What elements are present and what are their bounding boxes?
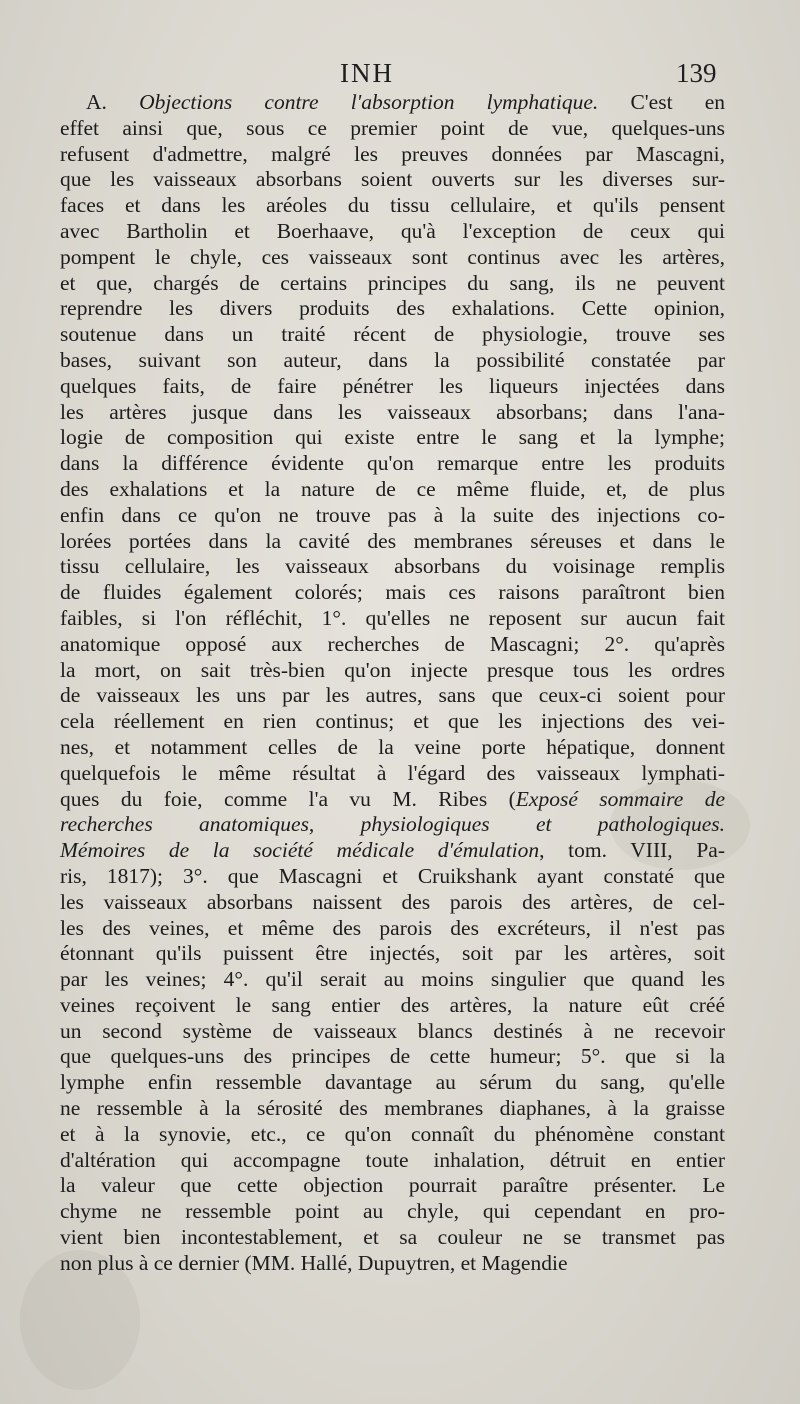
text-line [60, 1199, 725, 1225]
text-segment: lorées portées dans la cavité des membranes séreuses et dans le [60, 528, 725, 553]
text-segment: bases, suivant son auteur, dans la possibilité constatée par [60, 347, 725, 372]
text-line [60, 606, 725, 632]
text-line [60, 1225, 725, 1251]
text-line [60, 1173, 725, 1199]
text-line [60, 735, 725, 761]
text-line [60, 812, 725, 838]
text-segment: vient bien incontestablement, et sa couleur ne se transmet pas [60, 1225, 725, 1250]
text-segment: anatomique opposé aux recherches de Mascagni; 2°. qu'après [60, 631, 725, 656]
text-segment: chyme ne ressemble point au chyle, qui cependant en pro- [60, 1199, 725, 1224]
text-line [60, 193, 725, 219]
text-segment: étonnant qu'ils puissent être injectés, soit par les artères, soit [60, 941, 725, 966]
text-line [60, 916, 725, 942]
text-line [60, 1070, 725, 1096]
text-segment: et que, chargés de certains principes du sang, ils ne peuvent [60, 270, 725, 295]
text-segment: veines reçoivent le sang entier des artères, la nature eût créé [60, 992, 725, 1017]
text-line [60, 632, 725, 658]
text-segment: la valeur que cette objection pourrait paraître présenter. Le [60, 1173, 725, 1198]
text-line [60, 167, 725, 193]
text-segment: d'altération qui accompagne toute inhalation, détruit en entier [60, 1147, 725, 1172]
text-line [60, 787, 725, 813]
text-segment: pompent le chyle, ces vaisseaux sont continus avec les artères, [60, 244, 725, 269]
text-segment: C'est en [598, 90, 726, 114]
page-header [0, 58, 800, 94]
page-number: 139 [676, 58, 717, 88]
text-line [60, 761, 725, 787]
text-segment: nes, et notamment celles de la veine porte hépatique, donnent [60, 734, 725, 759]
text-line [60, 142, 725, 168]
text-segment: ques du foie, comme l'a vu M. Ribes ( [60, 786, 516, 811]
text-segment: ris, 1817); 3°. que Mascagni et Cruikshank ayant constaté que [60, 863, 725, 888]
text-line [60, 116, 725, 142]
text-segment: ne ressemble à la sérosité des membranes diaphanes, à la graisse [60, 1096, 725, 1121]
italic-text-segment: Mémoires de la société médicale d'émulation [60, 838, 540, 863]
text-line [60, 838, 725, 864]
italic-text-segment: recherches anatomiques, physiologiques et pathologiques. [60, 812, 725, 837]
text-line [60, 1044, 725, 1070]
text-segment: avec Bartholin et Boerhaave, qu'à l'exception de ceux qui [60, 218, 725, 243]
text-line [60, 1148, 725, 1174]
text-segment: un second système de vaisseaux blancs destinés à ne recevoir [60, 1018, 725, 1043]
text-line [60, 425, 725, 451]
text-segment: les vaisseaux absorbans naissent des parois des artères, de cel- [60, 889, 725, 914]
text-segment: de vaisseaux les uns par les autres, sans que ceux-ci soient pour [60, 683, 725, 708]
text-line [60, 219, 725, 245]
text-segment: faces et dans les aréoles du tissu cellulaire, et qu'ils pensent [60, 193, 725, 218]
text-line [60, 503, 725, 529]
text-segment: quelquefois le même résultat à l'égard des vaisseaux lymphati- [60, 760, 725, 785]
text-line [60, 941, 725, 967]
text-line [60, 477, 725, 503]
text-segment: tissu cellulaire, les vaisseaux absorbans du voisinage remplis [60, 554, 725, 579]
text-segment: faibles, si l'on réfléchit, 1°. qu'elles ne reposent sur aucun fait [60, 605, 725, 630]
text-segment: A. [86, 90, 140, 114]
text-line [60, 967, 725, 993]
text-segment: cela réellement en rien continus; et que les injections des vei- [60, 709, 725, 734]
text-line [60, 709, 725, 735]
text-line [60, 1096, 725, 1122]
text-line [60, 400, 725, 426]
text-segment: effet ainsi que, sous ce premier point de vue, quelques-uns [60, 115, 725, 140]
text-segment: de fluides également colorés; mais ces raisons paraîtront bien [60, 580, 725, 605]
text-segment: la mort, on sait très-bien qu'on injecte presque tous les ordres [60, 657, 725, 682]
text-segment: lymphe enfin ressemble davantage au sérum du sang, qu'elle [60, 1070, 725, 1095]
text-segment: des exhalations et la nature de ce même fluide, et, de plus [60, 476, 725, 501]
text-segment: par les veines; 4°. qu'il serait au moins singulier que quand les [60, 967, 725, 992]
text-line [60, 1019, 725, 1045]
text-line [60, 1251, 725, 1277]
italic-text-segment: Exposé sommaire de [515, 786, 725, 811]
text-segment: reprendre les divers produits des exhalations. Cette opinion, [60, 296, 725, 321]
text-line [60, 683, 725, 709]
text-line [60, 890, 725, 916]
text-line [60, 864, 725, 890]
text-segment: les des veines, et même des parois des excréteurs, il n'est pas [60, 915, 725, 940]
text-line [60, 554, 725, 580]
text-segment: quelques faits, de faire pénétrer les liqueurs injectées dans [60, 373, 725, 398]
text-segment: , tom. VIII, Pa- [539, 838, 725, 863]
text-line [60, 245, 725, 271]
text-segment: que quelques-uns des principes de cette humeur; 5°. que si la [60, 1044, 725, 1069]
text-line [60, 529, 725, 555]
text-segment: dans la différence évidente qu'on remarque entre les produits [60, 451, 725, 476]
italic-text-segment: Objections contre l'absorption lymphatique. [139, 90, 599, 114]
text-line [60, 271, 725, 297]
text-line [60, 90, 725, 116]
text-segment: logie de composition qui existe entre le sang et la lymphe; [60, 425, 725, 450]
text-segment: et à la synovie, etc., ce qu'on connaît du phénomène constant [60, 1121, 725, 1146]
text-line [60, 322, 725, 348]
text-segment: refusent d'admettre, malgré les preuves données par Mascagni, [60, 141, 725, 166]
text-segment: que les vaisseaux absorbans soient ouverts sur les diverses sur- [60, 167, 725, 192]
text-segment: les artères jusque dans les vaisseaux absorbans; dans l'ana- [60, 399, 725, 424]
text-line [60, 348, 725, 374]
text-line [60, 451, 725, 477]
text-line [60, 296, 725, 322]
text-segment: enfin dans ce qu'on ne trouve pas à la suite des injections co- [60, 502, 725, 527]
text-line [60, 580, 725, 606]
text-line [60, 1122, 725, 1148]
text-segment: non plus à ce dernier (MM. Hallé, Dupuytren, et Magendie [60, 1250, 568, 1275]
text-line [60, 993, 725, 1019]
text-segment: soutenue dans un traité récent de physiologie, trouve ses [60, 322, 725, 347]
text-line [60, 374, 725, 400]
body-text [60, 90, 725, 1277]
running-head: INH [340, 58, 394, 88]
text-line [60, 658, 725, 684]
